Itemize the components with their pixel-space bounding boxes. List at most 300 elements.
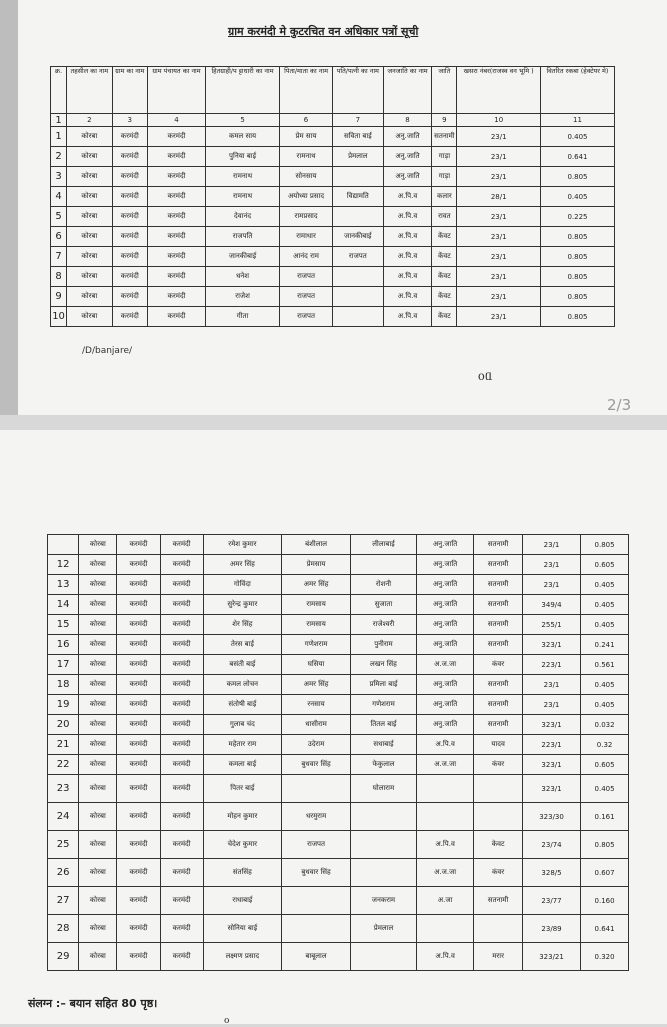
table-row <box>48 595 629 615</box>
header-cell: जनजाति का नाम <box>383 67 432 114</box>
data-cell: करमंदी <box>160 535 203 555</box>
data-cell: अ.जा <box>416 887 473 915</box>
data-cell: विद्यामति <box>332 187 383 207</box>
data-cell: कोरबा <box>67 267 112 287</box>
data-cell: कोरबा <box>79 775 117 803</box>
data-cell: रमेश कुमार <box>203 535 282 555</box>
data-cell <box>416 915 473 943</box>
data-cell: अ.ज.जा <box>416 655 473 675</box>
data-cell: राजपत <box>332 247 383 267</box>
data-cell: सोनसाय <box>280 167 333 187</box>
data-cell: 4 <box>51 187 67 207</box>
data-cell: 10 <box>51 307 67 327</box>
document-title: ग्राम करमंदी मे कुटरचित वन अधिकार पत्रों सूची <box>228 25 419 38</box>
column-number-cell: 1 <box>51 114 67 127</box>
data-cell: कमला बाई <box>203 755 282 775</box>
data-cell: केंवट <box>432 247 457 267</box>
data-cell: प्रेमलाल <box>332 147 383 167</box>
data-cell: गीता <box>205 307 279 327</box>
table-row <box>51 247 615 267</box>
data-cell: जानकीबाई <box>205 247 279 267</box>
data-cell: कोरबा <box>79 635 117 655</box>
data-cell: करमंदी <box>117 695 160 715</box>
data-cell: अ.पि.व <box>416 831 473 859</box>
data-cell: 5 <box>51 207 67 227</box>
data-cell: 14 <box>48 595 79 615</box>
table-row <box>48 635 629 655</box>
column-number-cell: 3 <box>112 114 148 127</box>
data-cell: 223/1 <box>522 655 580 675</box>
table-row <box>48 535 629 555</box>
data-cell: अनु.जाति <box>416 635 473 655</box>
data-cell: अ.पि.व <box>383 187 432 207</box>
data-cell: करमंदी <box>160 915 203 943</box>
header-cell: तहसील का नाम <box>67 67 112 114</box>
header-cell: पिता/माता का नाम <box>280 67 333 114</box>
data-cell: करमंदी <box>112 227 148 247</box>
data-cell: 23/1 <box>522 555 580 575</box>
data-cell: कोरबा <box>67 147 112 167</box>
data-cell: करमंदी <box>160 555 203 575</box>
data-cell: धासीराम <box>282 715 351 735</box>
data-cell: करमंदी <box>117 655 160 675</box>
data-cell: 27 <box>48 887 79 915</box>
data-cell: केंवट <box>432 267 457 287</box>
data-cell: रनसाय <box>282 695 351 715</box>
data-cell: 13 <box>48 575 79 595</box>
table-row <box>51 287 615 307</box>
data-cell: 26 <box>48 859 79 887</box>
data-cell: अमर सिंह <box>203 555 282 575</box>
table-row <box>51 187 615 207</box>
data-cell <box>282 887 351 915</box>
data-cell: कोरबा <box>79 943 117 971</box>
table-row <box>48 655 629 675</box>
data-cell: 8 <box>51 267 67 287</box>
data-cell: 23/77 <box>522 887 580 915</box>
header-cell: खसरा नंबर(राजस्व वन भूमि ) <box>457 67 540 114</box>
data-cell: करमंदी <box>160 943 203 971</box>
data-cell: करमंदी <box>112 167 148 187</box>
data-cell: सतनामी <box>474 695 523 715</box>
data-cell: रामसाय <box>282 615 351 635</box>
data-cell <box>351 859 417 887</box>
data-cell: 0.405 <box>581 615 629 635</box>
data-cell: पितर बाई <box>203 775 282 803</box>
data-cell: कंवर <box>474 755 523 775</box>
data-cell: कोरबा <box>79 535 117 555</box>
data-cell: करमंदी <box>117 635 160 655</box>
data-cell: अमर सिंह <box>282 675 351 695</box>
data-cell: केंवट <box>432 227 457 247</box>
data-cell <box>332 207 383 227</box>
data-cell: 23/1 <box>522 675 580 695</box>
data-cell <box>416 803 473 831</box>
header-cell: ग्राम का नाम <box>112 67 148 114</box>
data-cell <box>282 775 351 803</box>
data-cell: यादव <box>474 735 523 755</box>
data-cell: कमल साय <box>205 127 279 147</box>
data-cell: करमंदी <box>148 207 206 227</box>
column-number-cell: 11 <box>540 114 614 127</box>
data-cell: 0.605 <box>581 755 629 775</box>
data-cell: देवानंद <box>205 207 279 227</box>
header-cell: वितरित रकबा (हेक्टेयर मे) <box>540 67 614 114</box>
data-cell: प्रेमलाल <box>351 915 417 943</box>
data-cell: कोरबा <box>79 555 117 575</box>
data-cell: 323/1 <box>522 635 580 655</box>
data-cell: रामप्रसाद <box>280 207 333 227</box>
data-cell: कोरबा <box>79 887 117 915</box>
data-cell: अयोध्या प्रसाद <box>280 187 333 207</box>
data-cell: लखन सिंह <box>351 655 417 675</box>
data-cell: 0.405 <box>581 595 629 615</box>
data-cell: अ.पि.व <box>416 735 473 755</box>
data-cell: करमंदी <box>160 755 203 775</box>
data-cell <box>48 535 79 555</box>
data-cell: सधाबाई <box>351 735 417 755</box>
data-cell: 12 <box>48 555 79 575</box>
forest-rights-table-page2 <box>47 534 629 971</box>
data-cell: 23/1 <box>457 147 540 167</box>
data-cell: करमंदी <box>148 147 206 167</box>
data-cell: कोरबा <box>67 167 112 187</box>
data-cell: 23/1 <box>457 307 540 327</box>
signature: ᦞᥲ <box>478 368 493 384</box>
data-cell: 23/1 <box>522 575 580 595</box>
data-cell: सतनामी <box>474 595 523 615</box>
data-cell: अ.पि.व <box>416 943 473 971</box>
data-cell: धरमुराम <box>282 803 351 831</box>
column-number-row <box>51 114 615 127</box>
table-row <box>51 307 615 327</box>
table-row <box>48 695 629 715</box>
data-cell: अनु.जाति <box>383 147 432 167</box>
table-row <box>48 675 629 695</box>
data-cell: 23/1 <box>457 167 540 187</box>
table-row <box>48 715 629 735</box>
data-cell: सतनामी <box>474 715 523 735</box>
data-cell: 23/1 <box>457 127 540 147</box>
data-cell: 9 <box>51 287 67 307</box>
data-cell: धनेश <box>205 267 279 287</box>
data-cell: 3 <box>51 167 67 187</box>
data-cell: अ.ज.जा <box>416 859 473 887</box>
data-cell: अनु.जाति <box>416 575 473 595</box>
data-cell: 23/1 <box>522 535 580 555</box>
data-cell: करमंदी <box>117 735 160 755</box>
data-cell: करमंदी <box>160 831 203 859</box>
data-cell: राजपत <box>282 831 351 859</box>
data-cell: 0.160 <box>581 887 629 915</box>
data-cell: करमंदी <box>112 187 148 207</box>
column-number-cell: 10 <box>457 114 540 127</box>
data-cell: 0.605 <box>581 555 629 575</box>
data-cell: 349/4 <box>522 595 580 615</box>
data-cell: करमंदी <box>117 859 160 887</box>
data-cell: सोनिया बाई <box>203 915 282 943</box>
table-row <box>48 575 629 595</box>
data-cell: अनु.जाति <box>416 615 473 635</box>
column-number-cell: 7 <box>332 114 383 127</box>
data-cell: 20 <box>48 715 79 735</box>
data-cell: करमंदी <box>112 247 148 267</box>
table-row <box>48 887 629 915</box>
data-cell: कोरबा <box>79 695 117 715</box>
data-cell: करमंदी <box>117 555 160 575</box>
table-row <box>48 775 629 803</box>
data-cell <box>416 775 473 803</box>
table-row <box>51 227 615 247</box>
data-cell: करमंदी <box>148 187 206 207</box>
forest-rights-table-page1 <box>50 66 615 327</box>
data-cell: चेदेश कुमार <box>203 831 282 859</box>
data-cell: तितल बाई <box>351 715 417 735</box>
table-header-row <box>51 67 615 114</box>
data-cell <box>282 915 351 943</box>
data-cell: 29 <box>48 943 79 971</box>
data-cell: गाड़ा <box>432 147 457 167</box>
data-cell: संतोषी बाई <box>203 695 282 715</box>
data-cell: करमंदी <box>160 635 203 655</box>
data-cell <box>474 803 523 831</box>
data-cell: 28 <box>48 915 79 943</box>
data-cell: करमंदी <box>117 775 160 803</box>
data-cell: 21 <box>48 735 79 755</box>
data-cell: 2 <box>51 147 67 167</box>
data-cell: 1 <box>51 127 67 147</box>
data-cell: 0.32 <box>581 735 629 755</box>
data-cell: करमंदी <box>148 307 206 327</box>
data-cell: अ.ज.जा <box>416 755 473 775</box>
data-cell: 0.805 <box>581 831 629 859</box>
data-cell: 0.805 <box>581 535 629 555</box>
data-cell: राजेश्वरी <box>351 615 417 635</box>
data-cell: अनु.जाति <box>416 715 473 735</box>
data-cell: गुलाब चंद <box>203 715 282 735</box>
data-cell: 0.607 <box>581 859 629 887</box>
data-cell: पुनीराम <box>351 635 417 655</box>
data-cell <box>332 267 383 287</box>
data-cell: बुधवार सिंह <box>282 755 351 775</box>
data-cell: सतनामी <box>474 635 523 655</box>
data-cell: सविता बाई <box>332 127 383 147</box>
data-cell: गणेशराम <box>282 635 351 655</box>
data-cell: पुनिया बाई <box>205 147 279 167</box>
data-cell: 17 <box>48 655 79 675</box>
data-cell <box>474 775 523 803</box>
data-cell: महेतार राम <box>203 735 282 755</box>
data-cell: अनु.जाति <box>416 595 473 615</box>
data-cell: करमंदी <box>160 675 203 695</box>
data-cell: करमंदी <box>117 755 160 775</box>
data-cell: 23/1 <box>457 227 540 247</box>
table-row <box>48 735 629 755</box>
data-cell: 25 <box>48 831 79 859</box>
column-number-cell: 9 <box>432 114 457 127</box>
header-cell: ग्राम पंचायत का नाम <box>148 67 206 114</box>
data-cell: रामनाथ <box>205 187 279 207</box>
data-cell: 6 <box>51 227 67 247</box>
data-cell: रामाधार <box>280 227 333 247</box>
data-cell <box>351 831 417 859</box>
data-cell: 28/1 <box>457 187 540 207</box>
data-cell: 323/30 <box>522 803 580 831</box>
header-cell: हितग्राही/प ट्टाधारी का नाम <box>205 67 279 114</box>
data-cell: कोरबा <box>67 227 112 247</box>
data-cell: गाड़ा <box>432 167 457 187</box>
data-cell: करमंदी <box>148 247 206 267</box>
data-cell: अनु.जाति <box>416 535 473 555</box>
data-cell <box>474 915 523 943</box>
data-cell: करमंदी <box>117 887 160 915</box>
data-cell: तेरस बाई <box>203 635 282 655</box>
data-cell: 323/1 <box>522 775 580 803</box>
header-cell: क्र. <box>51 67 67 114</box>
data-cell: 223/1 <box>522 735 580 755</box>
data-cell: आनंद राम <box>280 247 333 267</box>
data-cell: सतनामी <box>474 535 523 555</box>
data-cell: सुरेन्द्र कुमार <box>203 595 282 615</box>
data-cell: कंवर <box>474 859 523 887</box>
data-cell: सतनामी <box>474 555 523 575</box>
data-cell: केंवट <box>432 307 457 327</box>
data-cell: करमंदी <box>148 127 206 147</box>
page-number: 2/3 <box>607 396 632 414</box>
column-number-cell: 8 <box>383 114 432 127</box>
data-cell: करमंदी <box>117 675 160 695</box>
data-cell: करमंदी <box>160 575 203 595</box>
page-two <box>0 430 667 1024</box>
data-cell: 23 <box>48 775 79 803</box>
data-cell: सुजाता <box>351 595 417 615</box>
data-cell: 323/21 <box>522 943 580 971</box>
data-cell: अ.पि.व <box>383 227 432 247</box>
data-cell <box>332 287 383 307</box>
data-cell: करमंदी <box>112 287 148 307</box>
data-cell: करमंदी <box>160 859 203 887</box>
data-cell: बाबूलाल <box>282 943 351 971</box>
data-cell: 0.405 <box>581 575 629 595</box>
data-cell: प्रेमसाय <box>282 555 351 575</box>
data-cell: बुधवार सिंह <box>282 859 351 887</box>
data-cell: करमंदी <box>160 803 203 831</box>
data-cell: 0.561 <box>581 655 629 675</box>
data-cell: अमर सिंह <box>282 575 351 595</box>
data-cell: करमंदी <box>148 287 206 307</box>
data-cell: बसंती बाई <box>203 655 282 675</box>
data-cell <box>332 167 383 187</box>
data-cell: करमंदी <box>117 535 160 555</box>
data-cell: कोरबा <box>79 831 117 859</box>
data-cell: करमंदी <box>160 735 203 755</box>
data-cell: 23/1 <box>457 247 540 267</box>
data-cell: कोरबा <box>79 755 117 775</box>
column-number-cell: 5 <box>205 114 279 127</box>
data-cell: 23/1 <box>457 207 540 227</box>
data-cell: रामनाथ <box>205 167 279 187</box>
data-cell: कोरबा <box>79 595 117 615</box>
data-cell <box>351 943 417 971</box>
attachment-note: संलग्न :– बयान सहित 80 पृष्ठ। <box>28 997 158 1010</box>
column-number-cell: 6 <box>280 114 333 127</box>
bottom-mark: ᦞ <box>224 1015 229 1026</box>
data-cell: कोरबा <box>67 307 112 327</box>
data-cell: प्रेम साय <box>280 127 333 147</box>
data-cell: घसिया <box>282 655 351 675</box>
data-cell: कोरबा <box>67 207 112 227</box>
data-cell: करमंदी <box>117 575 160 595</box>
data-cell: सतनामी <box>474 575 523 595</box>
data-cell: सतनामी <box>474 675 523 695</box>
data-cell: 323/1 <box>522 715 580 735</box>
data-cell: करमंदी <box>117 595 160 615</box>
data-cell: 0.805 <box>540 307 614 327</box>
data-cell <box>351 555 417 575</box>
data-cell: 0.320 <box>581 943 629 971</box>
table-row <box>51 127 615 147</box>
data-cell: कमल लोचन <box>203 675 282 695</box>
data-cell: 0.805 <box>540 247 614 267</box>
data-cell: 0.641 <box>581 915 629 943</box>
data-cell: 255/1 <box>522 615 580 635</box>
data-cell: कोरबा <box>67 127 112 147</box>
data-cell: केवट <box>474 831 523 859</box>
data-cell: 0.241 <box>581 635 629 655</box>
data-cell: अ.पि.व <box>383 207 432 227</box>
data-cell: करमंदी <box>112 207 148 227</box>
data-cell: कलार <box>432 187 457 207</box>
table-row <box>48 755 629 775</box>
data-cell: अ.पि.व <box>383 247 432 267</box>
data-cell: करमंदी <box>117 831 160 859</box>
data-cell: करमंदी <box>117 715 160 735</box>
data-cell: 19 <box>48 695 79 715</box>
data-cell: 0.805 <box>540 167 614 187</box>
data-cell: रोशनी <box>351 575 417 595</box>
data-cell: कोरबा <box>67 247 112 267</box>
data-cell: 23/1 <box>457 267 540 287</box>
data-cell: 0.161 <box>581 803 629 831</box>
data-cell: राजपत <box>280 307 333 327</box>
data-cell: 0.032 <box>581 715 629 735</box>
table-row <box>48 803 629 831</box>
data-cell: 23/89 <box>522 915 580 943</box>
table-row <box>48 915 629 943</box>
data-cell: केंवट <box>432 287 457 307</box>
data-cell: कंवर <box>474 655 523 675</box>
data-cell: करमंदी <box>112 127 148 147</box>
data-cell: 0.805 <box>540 287 614 307</box>
data-cell: करमंदी <box>160 887 203 915</box>
data-cell: करमंदी <box>117 615 160 635</box>
data-cell: करमंदी <box>148 227 206 247</box>
data-cell: 0.405 <box>540 187 614 207</box>
table-row <box>51 207 615 227</box>
table-row <box>48 859 629 887</box>
data-cell: सतनामी <box>474 887 523 915</box>
data-cell: राजपत <box>280 287 333 307</box>
header-cell: जाति <box>432 67 457 114</box>
data-cell: 0.405 <box>581 675 629 695</box>
data-cell: सतनामी <box>474 615 523 635</box>
column-number-cell: 2 <box>67 114 112 127</box>
data-cell: अ.पि.व <box>383 307 432 327</box>
table-row <box>51 267 615 287</box>
data-cell: कोरबा <box>79 803 117 831</box>
data-cell: करमंदी <box>160 695 203 715</box>
data-cell: करमंदी <box>112 307 148 327</box>
